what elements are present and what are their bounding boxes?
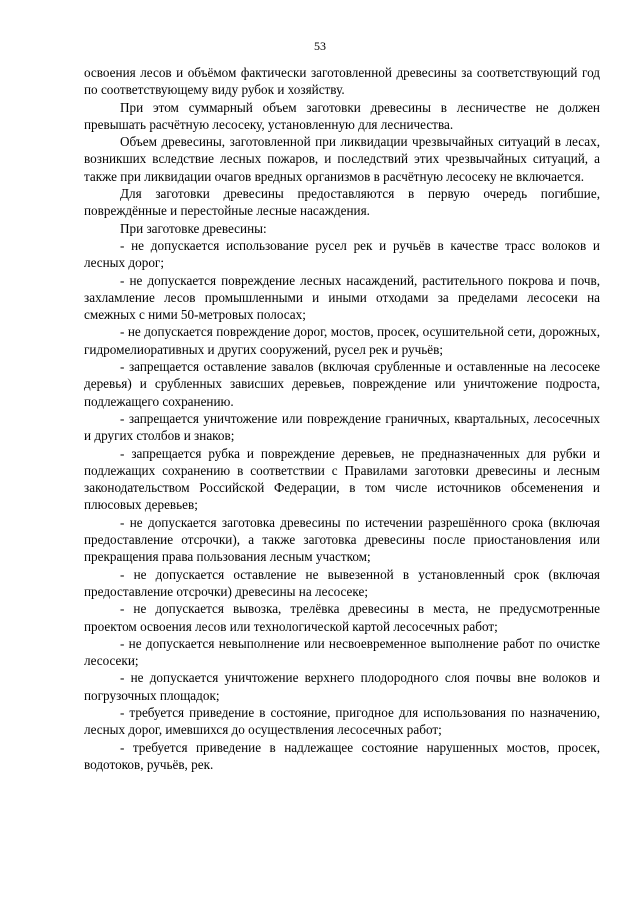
list-item-protected-trees: - запрещается рубка и повреждение деревьев, не предназначенных для рубки и подлежащих сохранению в соответствии с Правилами заготовки древесины и лесным законодательством Российской Федерации, в том числе источников обсеменения и плюсовых деревьев; xyxy=(84,445,600,513)
list-item-damage-roads: - не допускается повреждение дорог, мостов, просек, осушительной сети, дорожных, гидромелиоративных и других сооружений, русел рек и ручьёв; xyxy=(84,324,600,357)
list-item-debris: - запрещается оставление завалов (включая срубленные и оставленные на лесосеке деревья) и срубленных зависших деревьев, повреждение или уничтожение подроста, подлежащего сохранению. xyxy=(84,359,600,409)
list-item-boundary-posts: - запрещается уничтожение или повреждение граничных, квартальных, лесосечных и других столбов и знаков; xyxy=(84,410,600,444)
list-item-damage-stands: - не допускается повреждение лесных насаждений, растительного покрова и почв, захламление лесов промышленными и иными отходами за пределами лесосеки на смежных с ними 50-метровых полосах; xyxy=(84,272,600,323)
list-item-topsoil: - не допускается уничтожение верхнего плодородного слоя почвы вне волоков и погрузочных площадок; xyxy=(84,670,600,703)
paragraph-priority-stands: Для заготовки древесины предоставляются в первую очередь погибшие, повреждённые и перестойные лесные насаждения. xyxy=(84,186,600,219)
paragraph-total-volume: При этом суммарный объем заготовки древесины в лесничестве не должен превышать расчётную лесосеку, установленную для лесничества. xyxy=(84,99,600,132)
list-item-riverbeds: - не допускается использование русел рек и ручьёв в качестве трасс волоков и лесных дорог; xyxy=(84,237,600,271)
list-item-expired-term: - не допускается заготовка древесины по истечении разрешённого срока (включая предоставление отсрочки), а также заготовка древесины после приостановления или прекращения права пользования лесным участком; xyxy=(84,514,600,565)
list-item-cleanup: - не допускается невыполнение или несвоевременное выполнение работ по очистке лесосеки; xyxy=(84,635,600,669)
list-item-unremoved-timber: - не допускается оставление не вывезенной в установленный срок (включая предоставление отсрочки) древесины на лесосеке; xyxy=(84,566,600,599)
paragraph-continuation: освоения лесов и объёмом фактически заготовленной древесины за соответствующий год по соответствующему виду рубок и хозяйству. xyxy=(84,65,600,98)
list-item-bridge-restoration: - требуется приведение в надлежащее состояние нарушенных мостов, просек, водотоков, ручьёв, рек. xyxy=(84,739,600,772)
page-number: 53 xyxy=(314,39,326,53)
list-item-skidding: - не допускается вывозка, трелёвка древесины в места, не предусмотренные проектом освоения лесов или технологической картой лесосечных работ; xyxy=(84,601,600,634)
document-body xyxy=(84,64,600,773)
list-item-road-restoration: - требуется приведение в состояние, пригодное для использования по назначению, лесных дорог, имевшихся до осуществления лесосечных работ; xyxy=(84,704,600,738)
paragraph-emergency-volume: Объем древесины, заготовленной при ликвидации чрезвычайных ситуаций в лесах, возникших вследствие лесных пожаров, и последствий этих чрезвычайных ситуаций, а также при ликвидации очагов вредных организмов в расчётную лесосеку не включается. xyxy=(84,134,600,184)
paragraph-harvest-rules-intro: При заготовке древесины: xyxy=(120,220,267,236)
